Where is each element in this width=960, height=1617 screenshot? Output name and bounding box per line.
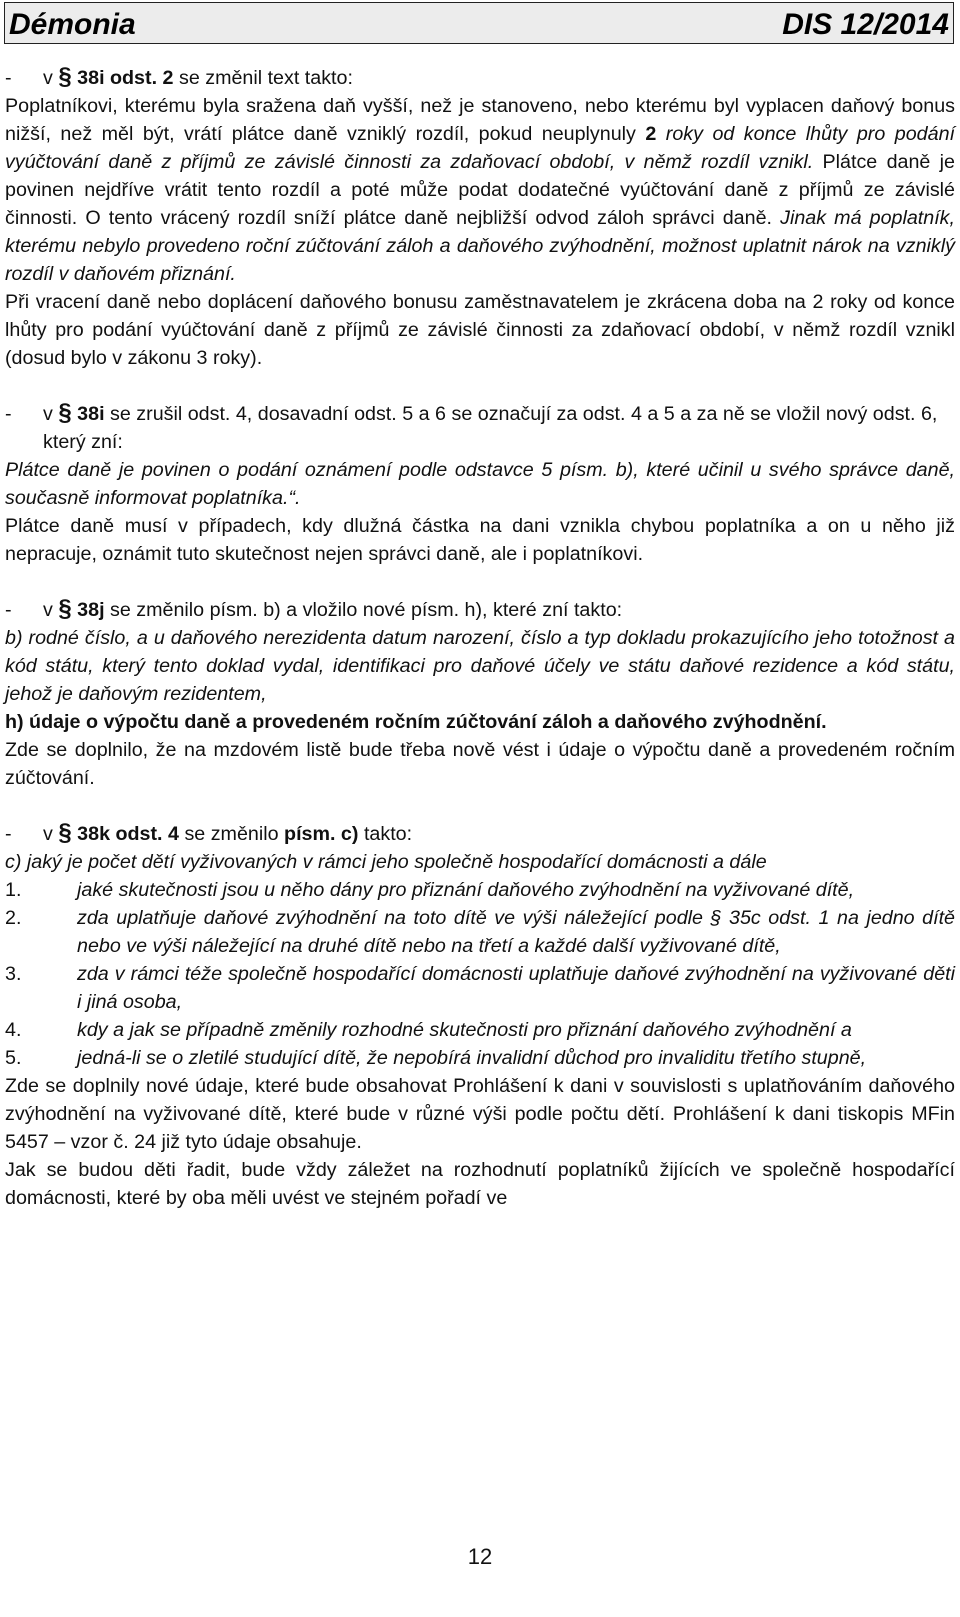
item-text: zda v rámci téže společně hospodařící domácnosti uplatňuje daňové zvýhodnění na vyživované děti i jiná osoba, [77, 963, 955, 1013]
text-run: Poplatníkovi, kterému byla sražena daň vyšší, než je stanoveno, nebo kterému byl vyplacen daňový bonus nižší, než měl být, vrátí plátce daně vzniklý rozdíl, pokud neuplynuly [5, 95, 955, 145]
header-issue: DIS 12/2014 [782, 8, 949, 41]
amendment-heading [43, 400, 955, 456]
amendment-text: se změnilo písm. b) a vložilo nové písm. h), které zní takto: [110, 599, 623, 621]
text-run-bold: 2 [645, 123, 657, 145]
paragraph-italic [5, 848, 955, 876]
amendment-text: se změnilo [184, 823, 279, 845]
document-body [5, 64, 955, 1212]
list-item [5, 1044, 955, 1072]
paragraph: Zde se doplnilo, že na mzdovém listě bude třeba nově vést i údaje o výpočtu daně a provedeném ročním zúčtování. [5, 739, 955, 789]
list-dash: - [5, 403, 12, 425]
amendment-prefix: v [43, 823, 53, 845]
paragraph-italic [5, 456, 955, 512]
amendment-text: se zrušil odst. 4, dosavadní odst. 5 a 6 se označují za odst. 4 a 5 a za ně se vložil nový odst. 6, který zní: [43, 403, 938, 453]
amendment-text: se změnil text takto: [178, 67, 353, 89]
item-number: 3. [5, 963, 22, 985]
paragraph: Při vracení daně nebo doplácení daňového bonusu zaměstnavatelem je zkrácena doba na 2 roky od konce lhůty pro podání vyúčtování daně z příjmů ze závislé činnosti za zdaňovací období, v němž rozdíl vznikl (dosud bylo v zákonu 3 roky). [5, 291, 955, 369]
section-ref: 38i [77, 403, 105, 425]
item-number: 4. [5, 1019, 22, 1041]
text-run-italic: Plátce daně je povinen o podání oznámení podle odstavce 5 písm. b), které učinil u svého správce daně, současně informovat poplatníka.“. [5, 459, 955, 509]
paragraph-bold [5, 708, 955, 736]
text-run-italic: roky od konce lhůty pro podání vyúčtování daně z příjmů ze závislé činnosti za zdaňovací období, v němž rozdíl vznikl. [5, 123, 955, 173]
item-text: jedná-li se o zletilé studující dítě, že nepobírá invalidní důchod pro invaliditu třetího stupně, [77, 1047, 867, 1069]
amendment-38i [5, 400, 955, 456]
list-dash: - [5, 823, 12, 845]
section-num: 4 [168, 823, 179, 845]
list-item [5, 904, 955, 960]
header-title: Démonia [9, 8, 136, 41]
item-number: 5. [5, 1047, 22, 1069]
text-run-italic: b) rodné číslo, a u daňového nerezidenta datum narození, číslo a typ dokladu prokazujícího jeho totožnost a kód státu, který tento doklad vydal, identifikaci pro daňové účely ve státu daňové rezidence a kód státu, jehož je daňovým rezidentem, [5, 627, 955, 705]
page-header [4, 2, 954, 44]
text-run-italic: Jinak má poplatník, kterému nebylo provedeno roční zúčtování záloh a daňového zvýhodnění, možnost uplatnit nárok na vzniklý rozdíl v daňovém přiznání. [5, 207, 955, 285]
section-ref: 38j [77, 599, 105, 621]
section-symbol: § [58, 819, 72, 846]
amendment-38k-odst4 [5, 820, 955, 848]
item-text: zda uplatňuje daňové zvýhodnění na toto dítě ve výši náležející podle § 35c odst. 1 na jedno dítě nebo ve výši náležející na druhé dítě nebo na třetí a každé další vyživované dítě, [77, 907, 955, 957]
section-ref: 38i odst. [77, 67, 158, 89]
amendment-heading [43, 596, 955, 624]
text-run: Plátce daně je povinen nejdříve vrátit tento rozdíl a poté může podat dodatečné vyúčtování daně z příjmů ze závislé činnosti. O tento vrácený rozdíl sníží plátce daně nejbližší odvod záloh správci daně. [5, 151, 955, 229]
paragraph: Jak se budou děti řadit, bude vždy záležet na rozhodnutí poplatníků žijících ve společně hospodařící domácnosti, které by oba měli uvést ve stejném pořadí ve [5, 1159, 955, 1209]
paragraph: Plátce daně musí v případech, kdy dlužná částka na dani vznikla chybou poplatníka a on u něho již nepracuje, oznámit tuto skutečnost nejen správci daně, ale i poplatníkovi. [5, 515, 955, 565]
paragraph-italic [5, 624, 955, 708]
list-dash: - [5, 67, 12, 89]
amendment-prefix: v [43, 403, 53, 425]
amendment-heading [43, 64, 955, 92]
paragraph [5, 92, 955, 288]
list-dash: - [5, 599, 12, 621]
section-num: 2 [162, 67, 174, 89]
section-ref: 38k odst. [77, 823, 163, 845]
item-number: 2. [5, 907, 22, 929]
amendment-prefix: v [43, 599, 53, 621]
section-symbol: § [58, 595, 72, 622]
amendment-heading [43, 820, 955, 848]
paragraph: Zde se doplnily nové údaje, které bude obsahovat Prohlášení k dani v souvislosti s uplatňováním daňového zvýhodnění na vyživované dítě, které bude v různé výši podle počtu dětí. Prohlášení k dani tiskopis MFin 5457 – vzor č. 24 již tyto údaje obsahuje. [5, 1075, 955, 1153]
list-item [5, 1016, 955, 1044]
section-symbol: § [58, 63, 72, 90]
item-text: jaké skutečnosti jsou u něho dány pro přiznání daňového zvýhodnění na vyživované dítě, [77, 879, 855, 901]
section-symbol: § [58, 399, 72, 426]
text-run-italic: c) jaký je počet dětí vyživovaných v rámci jeho společně hospodařící domácnosti a dále [5, 851, 767, 873]
amendment-38j [5, 596, 955, 624]
amendment-prefix: v [43, 67, 53, 89]
amendment-38i-odst2 [5, 64, 955, 92]
list-item [5, 876, 955, 904]
list-item [5, 960, 955, 1016]
item-text: kdy a jak se případně změnily rozhodné skutečnosti pro přiznání daňového zvýhodnění a [77, 1019, 852, 1041]
text-run-bold: h) údaje o výpočtu daně a provedeném ročním zúčtování záloh a daňového zvýhodnění. [5, 711, 827, 733]
letter-ref: písm. c) [284, 823, 359, 845]
amendment-text: takto: [363, 823, 413, 845]
item-number: 1. [5, 879, 22, 901]
page-number: 12 [467, 1544, 493, 1569]
